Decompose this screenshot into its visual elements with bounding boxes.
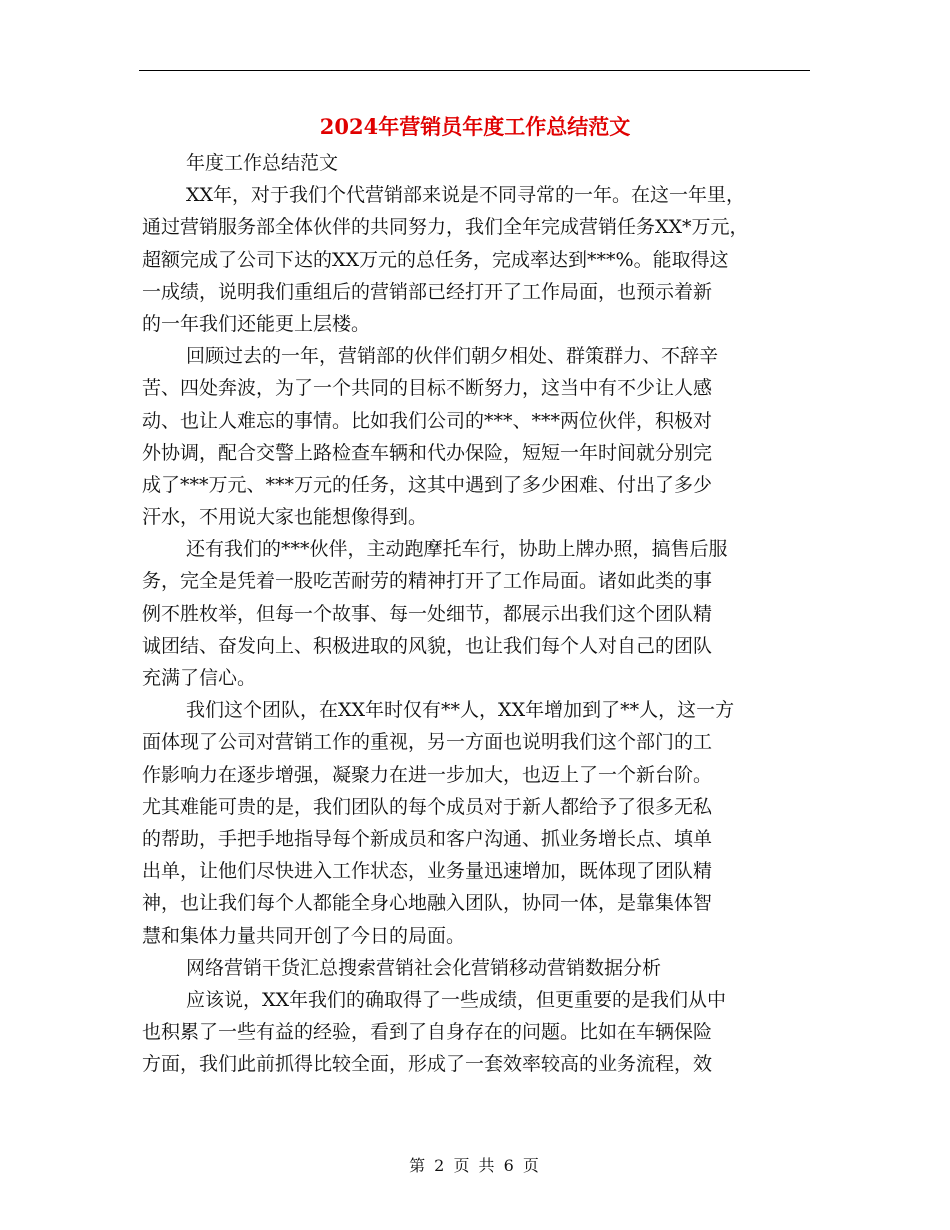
body-line: 作影响力在逐步增强，凝聚力在进一步加大，也迈上了一个新台阶。 bbox=[142, 763, 713, 786]
body-line: 通过营销服务部全体伙伴的共同努力，我们全年完成营销任务XX*万元， bbox=[142, 216, 749, 239]
document-title: 2024年营销员年度工作总结范文 bbox=[319, 114, 631, 139]
body-line: 超额完成了公司下达的XX万元的总任务，完成率达到***%。能取得这 bbox=[142, 248, 729, 271]
body-line: 面体现了公司对营销工作的重视，另一方面也说明我们这个部门的工 bbox=[142, 731, 713, 754]
page-footer: 第 2 页 共 6 页 bbox=[409, 1156, 541, 1175]
body-line: 例不胜枚举，但每一个故事、每一处细节，都展示出我们这个团队精 bbox=[142, 602, 713, 625]
body-line: 我们这个团队，在XX年时仅有**人，XX年增加到了**人，这一方 bbox=[186, 699, 735, 722]
body-line: 尤其难能可贵的是，我们团队的每个成员对于新人都给予了很多无私 bbox=[142, 795, 713, 818]
body-line: 方面，我们此前抓得比较全面，形成了一套效率较高的业务流程，效 bbox=[142, 1053, 713, 1076]
body-line: 外协调，配合交警上路检查车辆和代办保险，短短一年时间就分别完 bbox=[142, 441, 713, 464]
body-line: 回顾过去的一年，营销部的伙伴们朝夕相处、群策群力、不辞辛 bbox=[186, 345, 719, 368]
body-line: 神，也让我们每个人都能全身心地融入团队，协同一体，是靠集体智 bbox=[142, 892, 713, 915]
body-line: 网络营销干货汇总搜索营销社会化营销移动营销数据分析 bbox=[186, 956, 662, 979]
body-line: 还有我们的***伙伴，主动跑摩托车行，协助上牌办照，搞售后服 bbox=[186, 538, 728, 561]
body-line: 的一年我们还能更上层楼。 bbox=[142, 312, 371, 335]
body-line: 应该说，XX年我们的确取得了一些成绩，但更重要的是我们从中 bbox=[186, 988, 727, 1011]
body-line: 动、也让人难忘的事情。比如我们公司的***、***两位伙伴，积极对 bbox=[142, 409, 713, 432]
body-line: 慧和集体力量共同开创了今日的局面。 bbox=[142, 924, 466, 947]
body-line: 务，完全是凭着一股吃苦耐劳的精神打开了工作局面。诸如此类的事 bbox=[142, 570, 713, 593]
body-line: 充满了信心。 bbox=[142, 667, 257, 689]
body-line: 一成绩，说明我们重组后的营销部已经打开了工作局面，也预示着新 bbox=[142, 280, 713, 303]
header-rule bbox=[139, 70, 810, 71]
body-line: 年度工作总结范文 bbox=[186, 152, 339, 174]
body-line: 出单，让他们尽快进入工作状态，业务量迅速增加，既体现了团队精 bbox=[142, 860, 713, 883]
body-line: XX年，对于我们个代营销部来说是不同寻常的一年。在这一年里， bbox=[186, 184, 746, 207]
body-line: 汗水，不用说大家也能想像得到。 bbox=[142, 506, 428, 529]
body-line: 成了***万元、***万元的任务，这其中遇到了多少困难、付出了多少 bbox=[142, 473, 713, 496]
body-line: 诚团结、奋发向上、积极进取的风貌，也让我们每个人对自己的团队 bbox=[142, 634, 713, 657]
document-body bbox=[142, 147, 807, 1080]
body-line: 的帮助，手把手地指导每个新成员和客户沟通、抓业务增长点、填单 bbox=[142, 827, 713, 850]
body-line: 也积累了一些有益的经验，看到了自身存在的问题。比如在车辆保险 bbox=[142, 1021, 713, 1044]
body-line: 苦、四处奔波，为了一个共同的目标不断努力，这当中有不少让人感 bbox=[142, 377, 713, 400]
